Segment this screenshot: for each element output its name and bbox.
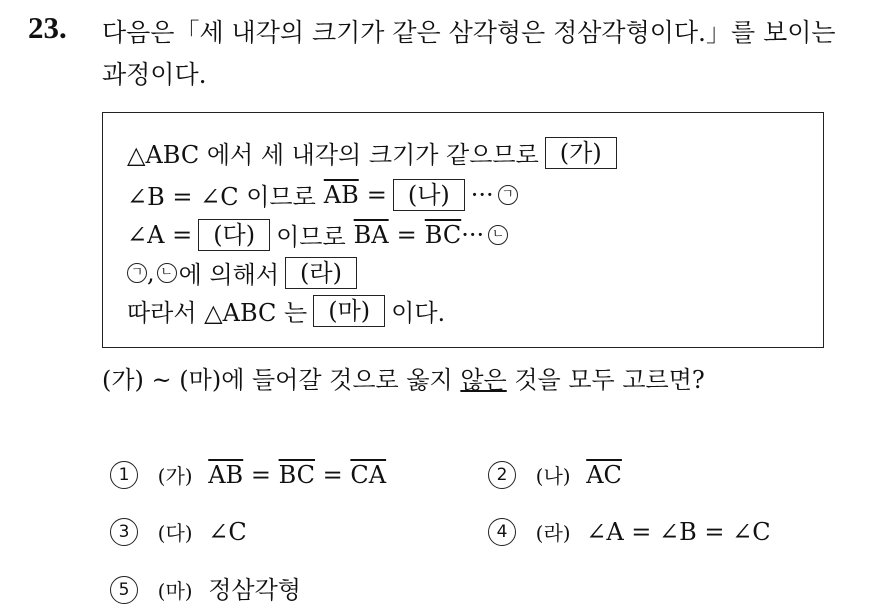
circled-mark-nieun: ㄴ xyxy=(488,225,508,245)
choice-label: (라) xyxy=(535,521,571,545)
equals-sign: = xyxy=(366,180,387,209)
question-prompt xyxy=(102,360,705,395)
choice-number: 2 xyxy=(488,461,516,489)
segment: $\overline{BC}$ xyxy=(278,461,316,489)
choice-3[interactable] xyxy=(110,517,247,548)
choice-label: (마) xyxy=(157,579,193,603)
choice-label: (다) xyxy=(157,521,193,545)
choice-label: (나) xyxy=(535,464,571,488)
equals-sign: = xyxy=(243,461,279,489)
choice-4[interactable] xyxy=(488,517,771,548)
equals-sign: = xyxy=(396,220,417,249)
blank-da: (다) xyxy=(198,219,270,251)
stem-line-1: 다음은「세 내각의 크기가 같은 삼각형은 정삼각형이다.」를 보이는 xyxy=(102,18,836,47)
proof-text: 따라서 △ABC 는 xyxy=(127,299,308,327)
proof-line-1 xyxy=(127,135,623,170)
proof-box xyxy=(102,112,824,348)
proof-text: 이므로 xyxy=(276,223,346,251)
segment-bc: $\overline{BC}$ xyxy=(424,220,462,249)
proof-line-4 xyxy=(127,255,363,290)
segment: $\overline{AC}$ xyxy=(586,461,622,489)
segment-ba: $\overline{BA}$ xyxy=(353,220,389,249)
prompt-underlined: 않은 xyxy=(460,366,507,394)
proof-line-3 xyxy=(127,217,508,252)
choice-number: 5 xyxy=(110,576,138,604)
choice-text: ∠C xyxy=(208,518,247,546)
prompt-text: 것을 모두 고르면? xyxy=(506,366,705,394)
blank-ma: (마) xyxy=(313,295,385,327)
comma: , xyxy=(147,258,155,287)
question-number: 23. xyxy=(28,10,67,45)
segment: $\overline{AB}$ xyxy=(208,461,244,489)
blank-na: (나) xyxy=(393,179,465,211)
segment: $\overline{CA}$ xyxy=(350,461,387,489)
blank-ra: (라) xyxy=(285,257,357,289)
equals-sign: = xyxy=(315,461,351,489)
ellipsis: ··· xyxy=(470,180,494,209)
proof-text: ∠A = xyxy=(127,220,193,249)
proof-text: ∠B = ∠C 이므로 xyxy=(127,183,316,211)
choice-5[interactable] xyxy=(110,570,301,606)
choice-1[interactable] xyxy=(110,460,386,491)
choice-text: ∠A = ∠B = ∠C xyxy=(586,518,771,546)
choice-label: (가) xyxy=(157,464,193,488)
blank-ga: (가) xyxy=(545,137,617,169)
circled-mark-giyeok: ㄱ xyxy=(127,263,147,283)
question-stem xyxy=(102,12,872,96)
segment-ab: $\overline{AB}$ xyxy=(323,180,359,209)
proof-text: △ABC 에서 세 내각의 크기가 같으므로 xyxy=(127,141,539,169)
stem-line-2: 과정이다. xyxy=(102,60,207,89)
proof-line-5 xyxy=(127,293,445,328)
choice-2[interactable] xyxy=(488,460,622,491)
circled-mark-giyeok: ㄱ xyxy=(498,185,518,205)
choice-text: 정삼각형 xyxy=(208,576,301,604)
choice-number: 4 xyxy=(488,518,516,546)
ellipsis: ··· xyxy=(461,220,485,249)
choice-number: 3 xyxy=(110,518,138,546)
proof-text: 이다. xyxy=(391,299,446,327)
prompt-text: (가) ~ (마)에 들어갈 것으로 옳지 xyxy=(102,366,461,394)
choice-number: 1 xyxy=(110,461,138,489)
circled-mark-nieun: ㄴ xyxy=(157,263,177,283)
proof-line-2 xyxy=(127,177,518,212)
proof-text: 에 의해서 xyxy=(178,261,280,289)
